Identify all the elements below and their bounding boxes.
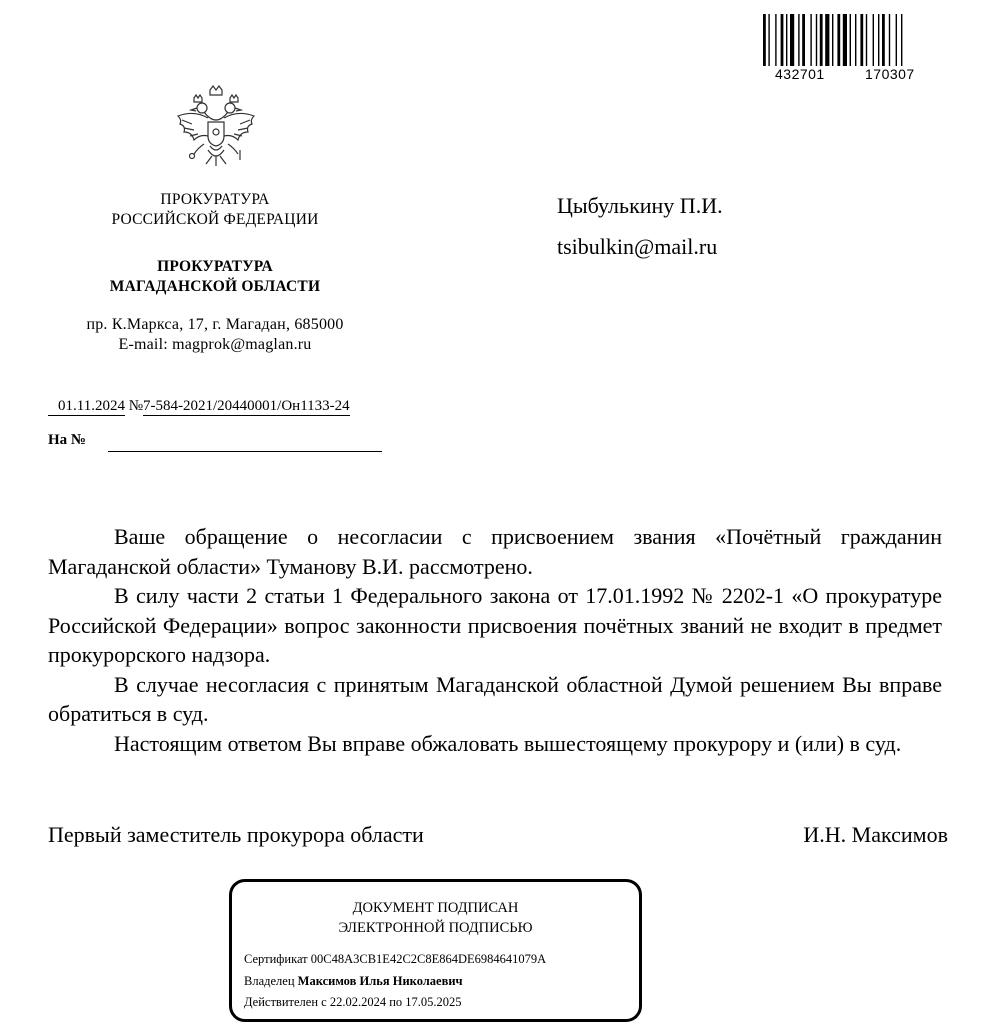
stamp-valid-from-label: с bbox=[321, 995, 327, 1009]
stamp-valid-label: Действителен bbox=[244, 995, 319, 1009]
body-paragraph: Ваше обращение о несогласии с присвоением звания «Почётный гражданин Магаданской области» Туманову В.И. рассмотрено. bbox=[48, 524, 942, 579]
signatory-name: И.Н. Максимов bbox=[803, 822, 948, 847]
barcode-number-left: 432701 bbox=[775, 66, 825, 82]
letterhead-region bbox=[40, 257, 390, 297]
barcode bbox=[763, 14, 945, 84]
letter-body bbox=[48, 522, 942, 758]
letterhead-email: E-mail: magprok@maglan.ru bbox=[118, 336, 312, 353]
stamp-title-line2: ЭЛЕКТРОННОЙ ПОДПИСЬЮ bbox=[338, 920, 533, 936]
stamp-title-line1: ДОКУМЕНТ ПОДПИСАН bbox=[352, 900, 519, 916]
body-paragraph: В силу части 2 статьи 1 Федерального закона от 17.01.1992 № 2202-1 «О прокуратуре Российской Федерации» вопрос законности присвоения почётных званий не входит в предмет прокурорского надзора. bbox=[48, 583, 942, 667]
body-paragraph: В случае несогласия с принятым Магаданской областной Думой решением Вы вправе обратиться в суд. bbox=[48, 671, 942, 726]
outgoing-number: 7-584-2021/20440001/Он1133-24 bbox=[143, 398, 350, 414]
letterhead-org bbox=[40, 190, 390, 230]
barcode-bars bbox=[763, 14, 945, 66]
stamp-certificate-label: Сертификат bbox=[244, 952, 308, 966]
letterhead-region-line1: ПРОКУРАТУРА bbox=[157, 258, 273, 275]
reply-to-blank-line bbox=[108, 451, 382, 452]
barcode-number-right: 170307 bbox=[865, 66, 915, 82]
double-headed-eagle-emblem bbox=[172, 84, 260, 168]
letterhead-region-line2: МАГАДАНСКОЙ ОБЛАСТИ bbox=[109, 278, 321, 295]
signatory-position: Первый заместитель прокурора области bbox=[48, 822, 424, 847]
body-paragraph: Настоящим ответом Вы вправе обжаловать вышестоящему прокурору и (или) в суд. bbox=[114, 730, 902, 756]
electronic-signature-stamp bbox=[229, 879, 642, 1022]
outgoing-reference bbox=[48, 398, 350, 416]
recipient-email: tsibulkin@mail.ru bbox=[557, 234, 718, 259]
stamp-validity bbox=[244, 995, 462, 1010]
outgoing-number-sign: № bbox=[128, 398, 144, 414]
stamp-owner-value: Максимов Илья Николаевич bbox=[297, 974, 463, 988]
letterhead-address: пр. К.Маркса, 17, г. Магадан, 685000 bbox=[86, 316, 344, 333]
stamp-valid-to-label: по bbox=[389, 995, 403, 1009]
stamp-owner bbox=[244, 974, 463, 989]
letterhead-contacts bbox=[40, 315, 390, 355]
recipient-name: Цыбулькину П.И. bbox=[557, 193, 723, 218]
outgoing-date: 01.11.2024 bbox=[48, 398, 125, 416]
stamp-valid-to: 17.05.2025 bbox=[405, 995, 462, 1009]
stamp-certificate-value: 00C48A3CB1E42C2C8E864DE6984641079A bbox=[310, 952, 547, 966]
stamp-owner-label: Владелец bbox=[244, 974, 295, 988]
stamp-certificate bbox=[244, 952, 546, 967]
reply-to-label: На № bbox=[48, 432, 86, 448]
stamp-valid-from: 22.02.2024 bbox=[329, 995, 387, 1009]
letterhead-org-line1: ПРОКУРАТУРА bbox=[160, 191, 270, 208]
letterhead-org-line2: РОССИЙСКОЙ ФЕДЕРАЦИИ bbox=[111, 211, 319, 228]
